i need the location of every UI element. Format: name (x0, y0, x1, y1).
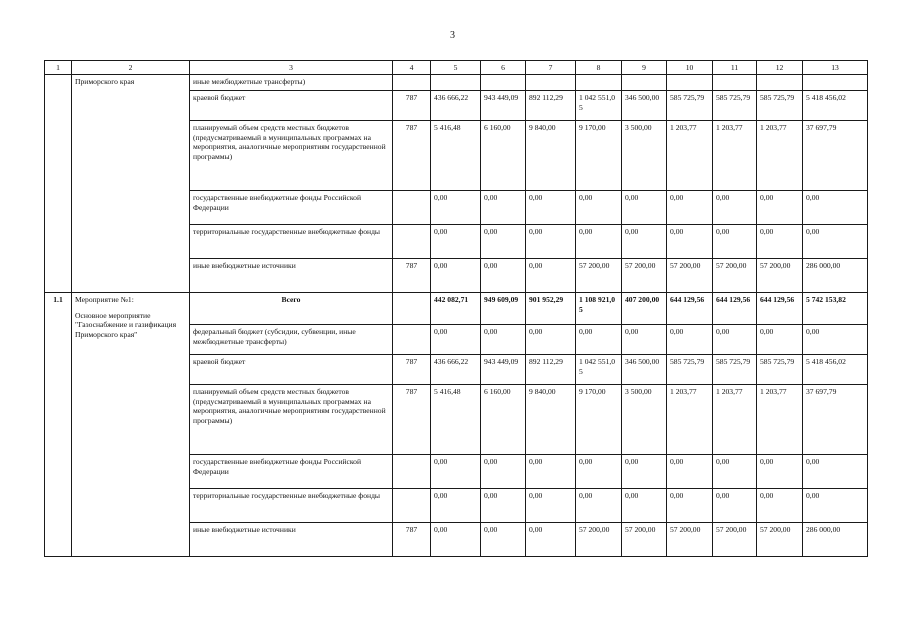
value-cell: 0,00 (713, 455, 757, 489)
value-cell: 1 203,77 (713, 385, 757, 455)
value-cell: 0,00 (622, 455, 667, 489)
page-number: 3 (450, 30, 455, 41)
value-cell: 0,00 (576, 489, 622, 523)
value-cell: 0,00 (481, 523, 526, 557)
funding-source-label: государственные внебюджетные фонды Российской Федерации (190, 191, 393, 225)
budget-code (393, 293, 431, 325)
budget-code: 787 (393, 91, 431, 121)
budget-code: 787 (393, 259, 431, 293)
value-cell: 5 416,48 (431, 385, 481, 455)
column-header: 9 (622, 61, 667, 75)
value-cell: 0,00 (713, 325, 757, 355)
measure-title-cell (72, 293, 190, 557)
value-cell: 0,00 (622, 489, 667, 523)
value-cell: 5 742 153,82 (803, 293, 868, 325)
value-cell: 0,00 (526, 489, 576, 523)
value-cell: 0,00 (803, 489, 868, 523)
value-cell: 585 725,79 (757, 355, 803, 385)
funding-source-label: планируемый объем средств местных бюджетов (предусматриваемый в муниципальных программах на мероприятия, аналогичные мероприятиям государственной программы) (190, 121, 393, 191)
column-header: 7 (526, 61, 576, 75)
value-cell: 1 042 551,05 (576, 355, 622, 385)
value-cell: 6 160,00 (481, 121, 526, 191)
value-cell (431, 75, 481, 91)
value-cell: 1 203,77 (667, 385, 713, 455)
value-cell: 0,00 (757, 455, 803, 489)
value-cell: 1 203,77 (757, 385, 803, 455)
budget-code: 787 (393, 523, 431, 557)
value-cell: 644 129,56 (713, 293, 757, 325)
value-cell: 442 082,71 (431, 293, 481, 325)
value-cell (667, 75, 713, 91)
value-cell: 0,00 (481, 455, 526, 489)
value-cell: 0,00 (526, 325, 576, 355)
header-row (45, 61, 868, 75)
funding-source-label: краевой бюджет (190, 91, 393, 121)
value-cell: 0,00 (757, 325, 803, 355)
value-cell: 0,00 (481, 489, 526, 523)
value-cell: 436 666,22 (431, 91, 481, 121)
value-cell: 5 416,48 (431, 121, 481, 191)
column-header: 13 (803, 61, 868, 75)
value-cell: 892 112,29 (526, 355, 576, 385)
value-cell: 1 203,77 (757, 121, 803, 191)
funding-source-label: краевой бюджет (190, 355, 393, 385)
value-cell: 0,00 (803, 225, 868, 259)
value-cell: 346 500,00 (622, 355, 667, 385)
funding-source-label: государственные внебюджетные фонды Российской Федерации (190, 455, 393, 489)
value-cell (713, 75, 757, 91)
value-cell: 3 500,00 (622, 121, 667, 191)
value-cell: 0,00 (713, 225, 757, 259)
funding-source-label: планируемый объем средств местных бюджетов (предусматриваемый в муниципальных программах на мероприятия, аналогичные мероприятиям государственной программы) (190, 385, 393, 455)
value-cell: 3 500,00 (622, 385, 667, 455)
value-cell (526, 75, 576, 91)
value-cell: 0,00 (576, 191, 622, 225)
column-header: 5 (431, 61, 481, 75)
value-cell: 57 200,00 (576, 259, 622, 293)
value-cell: 57 200,00 (667, 259, 713, 293)
value-cell: 0,00 (526, 225, 576, 259)
value-cell: 0,00 (667, 455, 713, 489)
value-cell: 0,00 (526, 259, 576, 293)
value-cell: 5 418 456,02 (803, 355, 868, 385)
value-cell: 585 725,79 (757, 91, 803, 121)
value-cell: 37 697,79 (803, 385, 868, 455)
value-cell: 0,00 (713, 191, 757, 225)
value-cell: 1 108 921,05 (576, 293, 622, 325)
value-cell: 346 500,00 (622, 91, 667, 121)
budget-code: 787 (393, 385, 431, 455)
value-cell: 0,00 (431, 455, 481, 489)
funding-source-label: иные внебюджетные источники (190, 259, 393, 293)
value-cell: 644 129,56 (757, 293, 803, 325)
value-cell: 0,00 (622, 191, 667, 225)
value-cell: 57 200,00 (757, 259, 803, 293)
value-cell: 0,00 (803, 191, 868, 225)
value-cell: 57 200,00 (713, 523, 757, 557)
column-header: 2 (72, 61, 190, 75)
value-cell: 585 725,79 (667, 355, 713, 385)
value-cell: 0,00 (757, 191, 803, 225)
value-cell: 5 418 456,02 (803, 91, 868, 121)
value-cell: 0,00 (481, 259, 526, 293)
value-cell: 943 449,09 (481, 91, 526, 121)
table-body (45, 61, 868, 557)
value-cell: 0,00 (757, 489, 803, 523)
value-cell: 585 725,79 (713, 91, 757, 121)
value-cell: 0,00 (481, 325, 526, 355)
value-cell: 436 666,22 (431, 355, 481, 385)
value-cell: 286 000,00 (803, 259, 868, 293)
budget-code: 787 (393, 121, 431, 191)
value-cell: 0,00 (667, 325, 713, 355)
value-cell: 0,00 (713, 489, 757, 523)
value-cell: 9 840,00 (526, 385, 576, 455)
value-cell (757, 75, 803, 91)
value-cell: 0,00 (526, 191, 576, 225)
value-cell: 0,00 (526, 523, 576, 557)
column-header: 4 (393, 61, 431, 75)
value-cell: 0,00 (431, 191, 481, 225)
budget-code (393, 191, 431, 225)
value-cell: 0,00 (622, 225, 667, 259)
value-cell: 0,00 (667, 225, 713, 259)
value-cell: 0,00 (803, 325, 868, 355)
funding-source-label: федеральный бюджет (субсидии, субвенции, иные межбюджетные трансферты) (190, 325, 393, 355)
value-cell (576, 75, 622, 91)
value-cell: 644 129,56 (667, 293, 713, 325)
funding-source-label: территориальные государственные внебюджетные фонды (190, 225, 393, 259)
value-cell: 585 725,79 (667, 91, 713, 121)
value-cell: 57 200,00 (713, 259, 757, 293)
value-cell: 892 112,29 (526, 91, 576, 121)
row-number-cell (45, 75, 72, 293)
value-cell: 286 000,00 (803, 523, 868, 557)
column-header: 6 (481, 61, 526, 75)
value-cell: 949 609,09 (481, 293, 526, 325)
funding-source-label: иные межбюджетные трансферты) (190, 75, 393, 91)
value-cell: 0,00 (576, 325, 622, 355)
value-cell: 943 449,09 (481, 355, 526, 385)
value-cell: 57 200,00 (667, 523, 713, 557)
value-cell: 0,00 (431, 325, 481, 355)
value-cell: 0,00 (667, 489, 713, 523)
row-number-cell: 1.1 (45, 293, 72, 557)
value-cell: 0,00 (757, 225, 803, 259)
value-cell: 9 170,00 (576, 385, 622, 455)
value-cell: 0,00 (576, 225, 622, 259)
value-cell: 9 170,00 (576, 121, 622, 191)
value-cell: 0,00 (622, 325, 667, 355)
value-cell: 0,00 (803, 455, 868, 489)
budget-code (393, 325, 431, 355)
column-header: 1 (45, 61, 72, 75)
funding-source-label: иные внебюджетные источники (190, 523, 393, 557)
value-cell: 1 203,77 (713, 121, 757, 191)
budget-code (393, 455, 431, 489)
value-cell: 0,00 (576, 455, 622, 489)
column-header: 10 (667, 61, 713, 75)
value-cell (622, 75, 667, 91)
budget-code: 787 (393, 355, 431, 385)
value-cell: 0,00 (526, 455, 576, 489)
value-cell: 585 725,79 (713, 355, 757, 385)
column-header: 11 (713, 61, 757, 75)
value-cell (803, 75, 868, 91)
value-cell: 9 840,00 (526, 121, 576, 191)
value-cell: 57 200,00 (622, 523, 667, 557)
value-cell: 1 042 551,05 (576, 91, 622, 121)
value-cell: 0,00 (431, 225, 481, 259)
column-header: 12 (757, 61, 803, 75)
budget-code (393, 225, 431, 259)
table-row (45, 75, 868, 91)
value-cell: 0,00 (431, 523, 481, 557)
value-cell: 407 200,00 (622, 293, 667, 325)
value-cell: 1 203,77 (667, 121, 713, 191)
value-cell (481, 75, 526, 91)
value-cell: 0,00 (431, 489, 481, 523)
value-cell: 37 697,79 (803, 121, 868, 191)
column-header: 8 (576, 61, 622, 75)
value-cell: 0,00 (481, 225, 526, 259)
measure-title-line: Основное мероприятие "Газоснабжение и газификация Приморского края" (75, 310, 177, 339)
value-cell: 0,00 (481, 191, 526, 225)
column-header: 3 (190, 61, 393, 75)
funding-source-label: территориальные государственные внебюджетные фонды (190, 489, 393, 523)
measure-title-line: Мероприятие №1: (75, 295, 134, 304)
value-cell: 0,00 (431, 259, 481, 293)
value-cell: 6 160,00 (481, 385, 526, 455)
value-cell: 901 952,29 (526, 293, 576, 325)
value-cell: 57 200,00 (576, 523, 622, 557)
table-row (45, 293, 868, 325)
budget-table (44, 60, 868, 557)
funding-source-label: Всего (190, 293, 393, 325)
value-cell: 57 200,00 (757, 523, 803, 557)
value-cell: 0,00 (667, 191, 713, 225)
value-cell: 57 200,00 (622, 259, 667, 293)
budget-code (393, 75, 431, 91)
organization-cell: Приморского края (72, 75, 190, 293)
budget-code (393, 489, 431, 523)
